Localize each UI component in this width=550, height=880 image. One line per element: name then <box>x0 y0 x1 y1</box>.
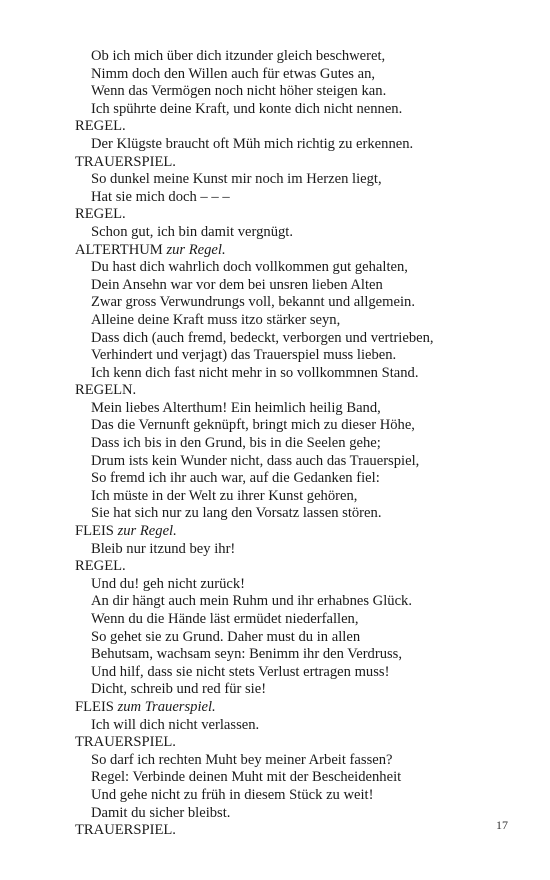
verse-line <box>75 611 475 629</box>
verse-line <box>75 171 475 189</box>
verse-text: Nimm doch den Willen auch für etwas Gutes an, <box>91 65 376 82</box>
verse-line <box>75 488 475 506</box>
verse-line <box>75 752 475 770</box>
verse-line <box>75 136 475 154</box>
speaker-name: REGEL. <box>75 118 126 135</box>
verse-line <box>75 294 475 312</box>
verse-text: Zwar gross Verwundrungs voll, bekannt und allgemein. <box>91 294 415 311</box>
verse-text: An dir hängt auch mein Ruhm und ihr erhabnes Glück. <box>91 593 412 610</box>
verse-line <box>75 593 475 611</box>
verse-line <box>75 400 475 418</box>
verse-text: Du hast dich wahrlich doch vollkommen gut gehalten, <box>91 259 408 276</box>
stage-direction: zur Regel. <box>117 523 177 540</box>
verse-line <box>75 312 475 330</box>
speaker-line <box>75 734 475 752</box>
speaker-line <box>75 242 475 260</box>
verse-line <box>75 224 475 242</box>
verse-text: So darf ich rechten Muht bey meiner Arbeit fassen? <box>91 751 393 768</box>
speaker-line <box>75 558 475 576</box>
verse-text: Ich will dich nicht verlassen. <box>91 716 260 733</box>
verse-text: Und du! geh nicht zurück! <box>91 575 245 592</box>
verse-line <box>75 717 475 735</box>
play-text <box>75 48 475 840</box>
verse-line <box>75 259 475 277</box>
verse-text: Und gehe nicht zu früh in diesem Stück zu weit! <box>91 786 374 803</box>
verse-line <box>75 541 475 559</box>
verse-line <box>75 629 475 647</box>
verse-line <box>75 48 475 66</box>
speaker-name: REGELN. <box>75 382 137 399</box>
verse-text: Wenn das Vermögen noch nicht höher steigen kan. <box>91 83 387 100</box>
speaker-line <box>75 822 475 840</box>
verse-line <box>75 66 475 84</box>
verse-text: Hat sie mich doch – – – <box>91 188 230 205</box>
verse-text: Ob ich mich über dich itzunder gleich beschweret, <box>91 48 386 64</box>
verse-line <box>75 453 475 471</box>
speaker-name: TRAUERSPIEL. <box>75 153 176 170</box>
verse-line <box>75 330 475 348</box>
speaker-line <box>75 699 475 717</box>
verse-text: Behutsam, wachsam seyn: Benimm ihr den Verdruss, <box>91 646 403 663</box>
verse-text: So dunkel meine Kunst mir noch im Herzen liegt, <box>91 171 382 188</box>
verse-text: Ich müste in der Welt zu ihrer Kunst gehören, <box>91 487 358 504</box>
verse-line <box>75 347 475 365</box>
verse-line <box>75 189 475 207</box>
verse-line <box>75 101 475 119</box>
verse-text: Dass dich (auch fremd, bedeckt, verborgen und vertrieben, <box>91 329 434 346</box>
page-number: 17 <box>496 818 508 832</box>
verse-text: Ich spührte deine Kraft, und konte dich nicht nennen. <box>91 100 403 117</box>
verse-text: Sie hat sich nur zu lang den Vorsatz lassen stören. <box>91 505 382 522</box>
verse-text: So gehet sie zu Grund. Daher must du in allen <box>91 628 361 645</box>
verse-text: Und hilf, dass sie nicht stets Verlust ertragen muss! <box>91 663 390 680</box>
verse-text: Das die Vernunft geknüpft, bringt mich zu dieser Höhe, <box>91 417 415 434</box>
verse-line <box>75 646 475 664</box>
verse-line <box>75 681 475 699</box>
verse-line <box>75 805 475 823</box>
verse-line <box>75 470 475 488</box>
verse-line <box>75 505 475 523</box>
verse-line <box>75 417 475 435</box>
speaker-line <box>75 118 475 136</box>
verse-text: Ich kenn dich fast nicht mehr in so vollkommnen Stand. <box>91 364 419 381</box>
speaker-name: TRAUERSPIEL. <box>75 822 176 839</box>
verse-text: So fremd ich ihr auch war, auf die Gedanken fiel: <box>91 470 380 487</box>
verse-line <box>75 435 475 453</box>
verse-text: Der Klügste braucht oft Müh mich richtig zu erkennen. <box>91 135 414 152</box>
speaker-line <box>75 382 475 400</box>
verse-text: Dein Ansehn war vor dem bei unsren lieben Alten <box>91 276 383 293</box>
verse-line <box>75 277 475 295</box>
speaker-name: TRAUERSPIEL. <box>75 734 176 751</box>
verse-line <box>75 787 475 805</box>
speaker-line <box>75 154 475 172</box>
verse-text: Verhindert und verjagt) das Trauerspiel muss lieben. <box>91 347 397 364</box>
stage-direction: zur Regel. <box>166 241 226 258</box>
verse-text: Drum ists kein Wunder nicht, dass auch das Trauerspiel, <box>91 452 420 469</box>
stage-direction: zum Trauerspiel. <box>117 698 216 715</box>
speaker-name: ALTERTHUM <box>75 241 163 258</box>
verse-line <box>75 576 475 594</box>
speaker-line <box>75 206 475 224</box>
verse-line <box>75 83 475 101</box>
verse-text: Regel: Verbinde deinen Muht mit der Bescheidenheit <box>91 769 402 786</box>
speaker-name: REGEL. <box>75 558 126 575</box>
verse-text: Damit du sicher bleibst. <box>91 804 231 821</box>
verse-text: Mein liebes Alterthum! Ein heimlich heilig Band, <box>91 399 381 416</box>
verse-line <box>75 365 475 383</box>
verse-text: Schon gut, ich bin damit vergnügt. <box>91 223 293 240</box>
speaker-name: FLEIS <box>75 698 114 715</box>
verse-text: Alleine deine Kraft muss itzo stärker seyn, <box>91 311 341 328</box>
speaker-line <box>75 523 475 541</box>
speaker-name: REGEL. <box>75 206 126 223</box>
verse-text: Dicht, schreib und red für sie! <box>91 681 267 698</box>
verse-text: Wenn du die Hände läst ermüdet niederfallen, <box>91 611 359 627</box>
verse-text: Dass ich bis in den Grund, bis in die Seelen gehe; <box>91 435 381 452</box>
verse-line <box>75 769 475 787</box>
speaker-name: FLEIS <box>75 523 114 540</box>
verse-line <box>75 664 475 682</box>
verse-text: Bleib nur itzund bey ihr! <box>91 540 236 557</box>
